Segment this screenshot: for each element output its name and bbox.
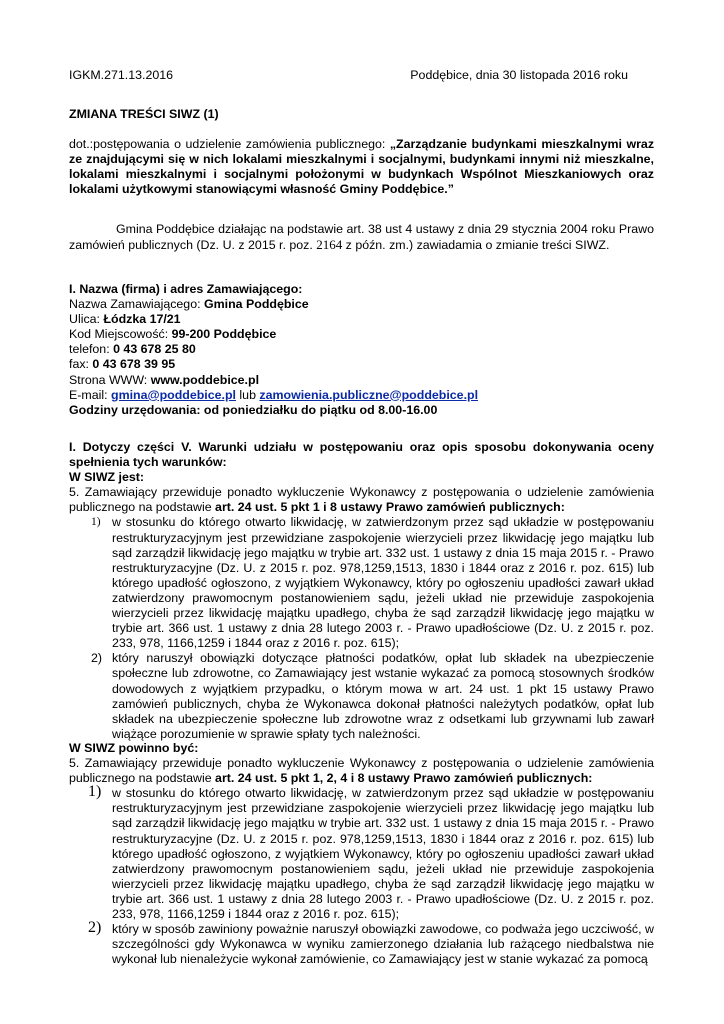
phone-value: 0 43 678 25 80 (113, 342, 196, 357)
contact-phone-line (69, 342, 654, 357)
contact-email-line (69, 388, 654, 403)
reference-number: IGKM.271.13.2016 (69, 68, 174, 82)
phone-label: telefon: (69, 342, 114, 357)
place-and-date: Poddębice, dnia 30 listopada 2016 roku (410, 68, 628, 82)
document-title: ZMIANA TREŚCI SIWZ (1) (69, 107, 219, 121)
list-item (69, 651, 654, 742)
subject-prefix: dot.:postępowania o udzielenie zamówienia publicznego: (69, 137, 390, 151)
section-v (69, 440, 654, 742)
should-section (69, 741, 654, 967)
www-value: www.poddebice.pl (150, 372, 260, 387)
is-intro-legal-ref: art. 24 ust. 5 pkt 1 i 8 ustawy Prawo zamówień publicznych: (215, 500, 565, 515)
fax-label: fax: (69, 357, 93, 372)
list-item-text: w stosunku do którego otwarto likwidację, w zatwierdzonym przez sąd układzie w postępowaniu restrukturyzacyjnym jest przewidziane zaspokojenie wierzycieli przez likwidację jego majątku lub sąd zarządził likwidację jego majątku w trybie art. 332 ust. 1 ustawy z dnia 15 maja 2015 r. - Prawo restrukturyzacyjne (Dz. U. z 2015 r. poz. 978,1259,1513, 1830 i 1844 oraz z 2016 r. poz. 615) lub którego upadłość ogłoszono, z wyjątkiem Wykonawcy, który po ogłoszeniu upadłości zawarł układ zatwierdzony prawomocnym postanowieniem sądu, jeżeli układ nie przewiduje zaspokojenia wierzycieli przez likwidację majątku upadłego, chyba że sąd zarządził likwidację jego majątku w trybie art. 366 ust. 1 ustawy z dnia 28 lutego 2003 r. - Prawo upadłościowe (Dz. U. z 2015 r. poz. 233, 978, 1166,1259 i 1844 oraz z 2016 r. poz. 615); (112, 515, 654, 651)
intro-position-number: 2164 (316, 237, 343, 253)
list-item (69, 919, 654, 967)
should-intro-text: 5. Zamawiający przewiduje ponadto wykluczenie Wykonawcy z postępowania o udzielenie zamówienia publicznego na podstawie (69, 756, 654, 786)
contact-street-line (69, 312, 654, 327)
postal-value: 99-200 Poddębice (171, 327, 277, 342)
intro-paragraph (69, 222, 654, 253)
list-item-number: 1) (91, 516, 101, 529)
street-value: Łódzka 17/21 (103, 312, 181, 327)
list-item-text: który naruszył obowiązki dotyczące płatności podatków, opłat lub składek na ubezpieczenie społeczne lub zdrowotne, co Zamawiający jest wstanie wykazać za pomocą stosownych środków dowodowych z wyjątkiem przypadku, o którym mowa w art. 24 ust. 1 pkt 15 ustawy Prawo zamówień publicznych, chyba że Wykonawca dokonał płatności należytych podatków, opłat lub składek na ubezpieczenie społeczne lub zdrowotne wraz z odsetkami lub grzywnami lub zawarł wiążące porozumienie w sprawie spłaty tych należności. (112, 651, 654, 741)
is-intro (69, 485, 654, 515)
name-label: Nazwa Zamawiającego: (69, 297, 204, 312)
list-item-number: 2) (88, 919, 102, 937)
list-item-number: 1) (88, 783, 102, 801)
subject-paragraph (69, 137, 654, 197)
email-separator: lub (235, 387, 260, 402)
contact-postal-line (69, 327, 654, 342)
contact-fax-line (69, 357, 654, 372)
contact-www-line (69, 373, 654, 388)
list-item (69, 783, 654, 922)
www-label: Strona WWW: (69, 372, 151, 387)
email-label: E-mail: (69, 387, 111, 402)
is-label: W SIWZ jest: (69, 470, 145, 485)
subject-title: „Zarządzanie budynkami mieszkalnymi wraz ze znajdującymi się w nich lokalami mieszkalnymi i socjalnymi, budynkami innymi niż mieszkalne, lokalami mieszkalnymi i socjalnymi położonymi w budynkach Wspólnot Mieszkaniowych oraz lokalami użytkowymi stanowiącymi własność Gminy Poddębice.” (69, 137, 655, 197)
should-label: W SIWZ powinno być: (69, 741, 199, 755)
should-intro-legal-ref: art. 24 ust. 5 pkt 1, 2, 4 i 8 ustawy Prawo zamówień publicznych: (215, 771, 593, 786)
should-intro (69, 756, 654, 786)
name-value: Gmina Poddębice (203, 297, 309, 312)
office-hours: Godziny urzędowania: od poniedziałku do piątku od 8.00-16.00 (69, 402, 438, 417)
postal-label: Kod Miejscowość: (69, 327, 172, 342)
is-list (69, 515, 654, 741)
document-header (69, 68, 628, 82)
is-intro-text: 5. Zamawiający przewiduje ponadto wykluczenie Wykonawcy z postępowania o udzielenie zamówienia publicznego na podstawie (69, 485, 654, 515)
should-list (69, 783, 654, 967)
section-v-heading: I. Dotyczy części V. Warunki udziału w postępowaniu oraz opis sposobu dokonywania oceny spełnienia tych warunków: (69, 440, 654, 470)
street-label: Ulica: (69, 312, 104, 327)
list-item-text: w stosunku do którego otwarto likwidację, w zatwierdzonym przez sąd układzie w postępowaniu restrukturyzacyjnym jest przewidziane zaspokojenie wierzycieli przez likwidację jego majątku lub sąd zarządził likwidację jego majątku w trybie art. 332 ust. 1 ustawy z dnia 15 maja 2015 r. - Prawo restrukturyzacyjne (Dz. U. z 2015 r. poz. 978,1259,1513, 1830 i 1844 oraz z 2016 r. poz. 615) lub którego upadłość ogłoszono, z wyjątkiem Wykonawcy, który po ogłoszeniu upadłości zawarł układ zatwierdzony prawomocnym postanowieniem sądu, jeżeli układ nie przewiduje zaspokojenia wierzycieli przez likwidację majątku upadłego, chyba że sąd zarządził likwidację jego majątku w trybie art. 366 ust. 1 ustawy z dnia 28 lutego 2003 r. - Prawo upadłościowe (Dz. U. z 2015 r. poz. 233, 978, 1166,1259 i 1844 oraz z 2016 r. poz. 615); (112, 786, 654, 922)
list-item (69, 515, 654, 651)
email-link-gmina[interactable]: gmina@poddebice.pl (111, 387, 236, 402)
contact-heading: I. Nazwa (firma) i adres Zamawiającego: (69, 282, 303, 296)
intro-text-1: Gmina Poddębice działając na podstawie art. 38 ust 4 ustawy z dnia 29 stycznia 2004 roku Prawo zamówień publicznych (Dz. U. z 2015 r. poz. (69, 222, 654, 253)
email-link-zamowienia[interactable]: zamowienia.publiczne@poddebice.pl (259, 387, 479, 402)
fax-value: 0 43 678 39 95 (92, 357, 176, 372)
list-item-number: 2) (91, 651, 103, 666)
list-item-text: który w sposób zawiniony poważnie naruszył obowiązki zawodowe, co podważa jego uczciwość, w szczególności gdy Wykonawca w wyniku zamierzonego działania lub rażącego niedbalstwa nie wykonał lub nienależycie wykonał zamówienie, co Zamawiający jest w stanie wykazać za pomocą (112, 922, 654, 967)
contact-name-line (69, 297, 654, 312)
contact-section (69, 282, 654, 418)
intro-text-2: z późn. zm.) zawiadamia o zmianie treści SIWZ. (342, 238, 610, 253)
